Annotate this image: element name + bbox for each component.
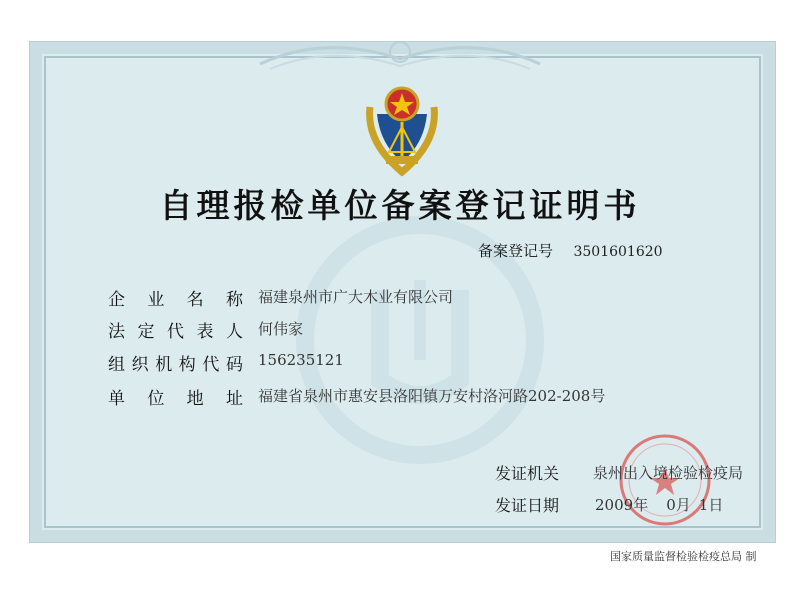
certificate-title: 自理报检单位备案登记证明书 — [159, 186, 641, 225]
issue-year-unit: 年 — [633, 496, 649, 514]
legal-representative-value: 何伟家 — [258, 320, 304, 338]
registration-number: 3501601620 — [573, 244, 663, 260]
issue-day-unit: 日 — [708, 496, 724, 514]
issue-month: 0 — [666, 496, 676, 514]
issue-date-value — [595, 494, 723, 515]
ciq-emblem-icon — [362, 82, 442, 177]
issuer-label: 发证机关 — [495, 464, 560, 483]
issuer-value: 泉州出入境检验检疫局 — [593, 464, 744, 482]
registration-line — [478, 240, 663, 261]
top-ornament — [250, 34, 550, 84]
issue-year: 2009 — [595, 496, 634, 514]
organization-code-value: 156235121 — [258, 351, 344, 369]
issuing-authority-footer: 国家质量监督检验检疫总局 制 — [610, 550, 757, 563]
address-value: 福建省泉州市惠安县洛阳镇万安村洛河路202-208号 — [258, 387, 606, 405]
issue-day: 1 — [698, 496, 709, 514]
company-name-label: 企业名称 — [108, 290, 243, 310]
issue-date-label: 发证日期 — [495, 496, 560, 515]
registration-label: 备案登记号 — [478, 242, 554, 260]
legal-representative-label: 法定代表人 — [108, 322, 243, 342]
address-label: 单位地址 — [108, 389, 243, 409]
company-name-value: 福建泉州市广大木业有限公司 — [258, 288, 454, 306]
issue-month-unit: 月 — [675, 496, 691, 514]
organization-code-label: 组织机构代码 — [108, 355, 243, 375]
